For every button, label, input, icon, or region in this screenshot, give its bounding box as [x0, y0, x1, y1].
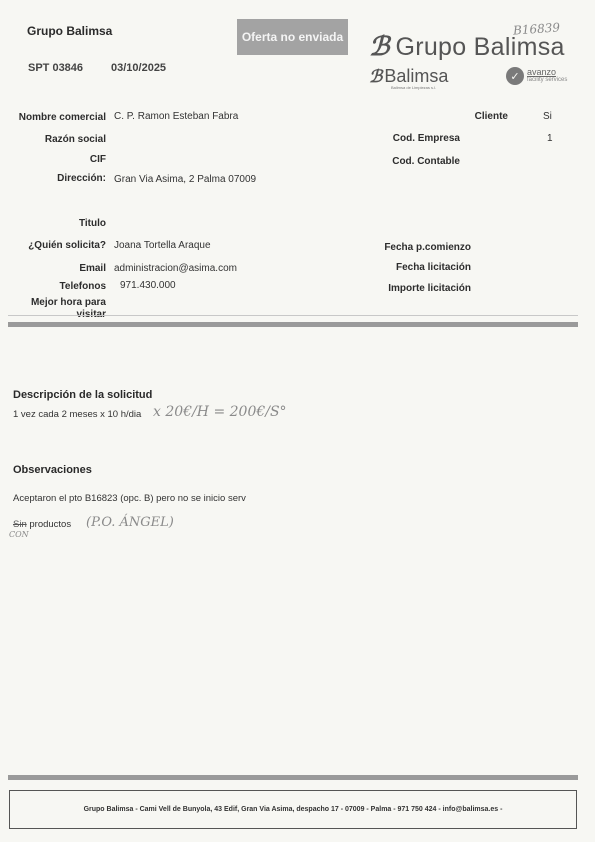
company-name: Grupo Balimsa — [27, 24, 113, 38]
spt-code: SPT 03846 — [28, 62, 84, 74]
observaciones-title: Observaciones — [13, 464, 92, 476]
telefonos-label: Telefonos — [59, 281, 106, 292]
observaciones-handwritten: (P.O. ÁNGEL) — [86, 515, 174, 530]
email-value: administracion@asima.com — [114, 263, 237, 274]
avanzo-logo: ✓ avanzo facility services — [506, 67, 567, 85]
email-label: Email — [79, 263, 106, 274]
handwritten-reference: B16839 — [512, 20, 561, 38]
cif-label: CIF — [89, 154, 106, 165]
footer-box — [9, 790, 577, 829]
observaciones-line1: Aceptaron el pto B16823 (opc. B) pero no se inicio serv — [13, 493, 246, 504]
cod-empresa-value: 1 — [547, 133, 553, 144]
descripcion-title: Descripción de la solicitud — [13, 389, 153, 401]
observaciones-struck-word: Sin — [13, 519, 27, 530]
fecha-licitacion-label: Fecha licitación — [395, 262, 471, 273]
divider-thin — [8, 315, 578, 316]
nombre-comercial-label: Nombre comercial — [18, 112, 106, 123]
cod-contable-label: Cod. Contable — [392, 156, 460, 167]
divider-thick — [8, 322, 578, 327]
footer-text: Grupo Balimsa - Cami Vell de Bunyola, 43 Edif, Gran Via Asima, despacho 17 - 07009 - Palma - 971 750 424 - info@balimsa.es - — [83, 806, 503, 813]
mejor-hora-label: Mejor hora para — [30, 297, 106, 308]
checkmark-icon: ✓ — [506, 67, 524, 85]
direccion-value: Gran Via Asima, 2 Palma 07009 — [114, 174, 257, 185]
razon-social-label: Razón social — [44, 134, 106, 145]
titulo-label: Titulo — [78, 218, 106, 229]
telefonos-value: 971.430.000 — [120, 280, 176, 291]
quien-solicita-value: Joana Tortella Araque — [114, 240, 211, 251]
cod-empresa-label: Cod. Empresa — [392, 133, 460, 144]
offer-status-badge: Oferta no enviada — [237, 19, 348, 55]
balimsa-small-b-icon: ℬ — [369, 67, 383, 87]
direccion-label: Dirección: — [57, 173, 106, 184]
balimsa-b-icon: ℬ — [369, 32, 390, 62]
handwritten-mark: CON — [9, 530, 29, 539]
document-date: 03/10/2025 — [111, 62, 167, 74]
observaciones-line2: productos — [29, 519, 72, 530]
grupo-balimsa-logo: ℬ Grupo Balimsa — [369, 32, 565, 62]
cliente-label: Cliente — [474, 111, 508, 122]
descripcion-text: 1 vez cada 2 meses x 10 h/dia — [13, 409, 142, 420]
nombre-comercial-value: C. P. Ramon Esteban Fabra — [114, 111, 239, 122]
quien-solicita-label: ¿Quién solicita? — [28, 240, 106, 251]
cliente-value: Si — [543, 111, 552, 122]
balimsa-logo: ℬ Balimsa Balimsa de Limpiezas s.l. — [369, 66, 449, 90]
footer-divider — [8, 775, 578, 780]
fecha-comienzo-label: Fecha p.comienzo — [384, 242, 471, 253]
importe-licitacion-label: Importe licitación — [388, 283, 471, 294]
descripcion-handwritten: x 20€/H = 200€/S° — [153, 404, 287, 420]
